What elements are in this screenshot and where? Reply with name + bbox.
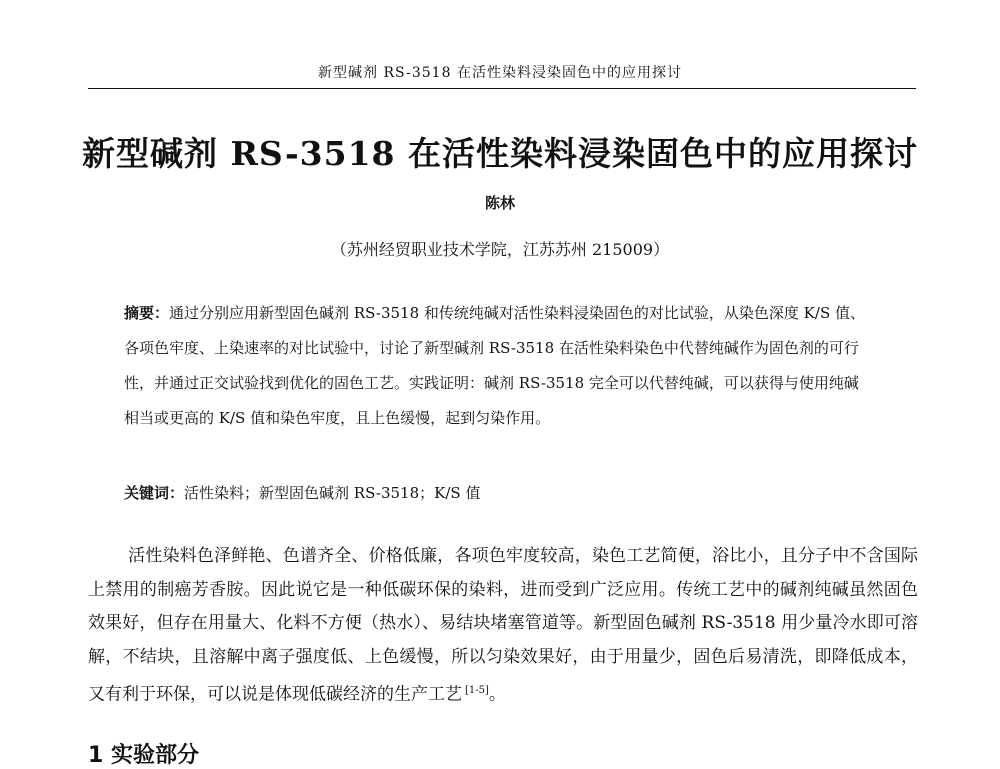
abstract [124, 296, 872, 436]
keywords-text: 活性染料；新型固色碱剂 RS-3518；K/S 值 [184, 484, 481, 502]
author-affiliation: （苏州经贸职业技术学院，江苏苏州 215009） [330, 240, 670, 259]
abstract-text: 通过分别应用新型固色碱剂 RS-3518 和传统纯碱对活性染料浸染固色的对比试验，从染色深度 K/S 值、各项色牢度、上染速率的对比试验中，讨论了新型碱剂 RS-3518 在活性染料染色中代替纯碱作为固色剂的可行性，并通过正交试验找到优化的固色工艺。实践证明：碱剂 RS-3518 完全可以代替纯碱，可以获得与使用纯碱相当或更高的 K/S 值和染色牢度，且上色缓慢，起到匀染作用。 [124, 304, 865, 427]
header-rule [88, 88, 916, 89]
end-punctuation: 。 [488, 684, 506, 705]
paper-title: 新型碱剂 RS-3518 在活性染料浸染固色中的应用探讨 [82, 134, 918, 173]
body-paragraph [88, 540, 918, 712]
keywords [124, 482, 872, 503]
section-heading: 1 实验部分 [88, 743, 199, 768]
citation-marker: [1-5] [465, 685, 489, 696]
author-name: 陈林 [484, 194, 515, 212]
keywords-label: 关键词： [124, 484, 185, 502]
abstract-label: 摘要： [124, 304, 170, 322]
running-header: 新型碱剂 RS-3518 在活性染料浸染固色中的应用探讨 [318, 65, 682, 81]
body-paragraph-text: 活性染料色泽鲜艳、色谱齐全、价格低廉，各项色牢度较高，染色工艺简便，浴比小，且分子中不含国际上禁用的制癌芳香胺。因此说它是一种低碳环保的染料，进而受到广泛应用。传统工艺中的碱剂纯碱虽然固色效果好，但存在用量大、化料不方便（热水）、易结块堵塞管道等。新型固色碱剂 RS-3518 用少量冷水即可溶解，不结块，且溶解中离子强度低、上色缓慢，所以匀染效果好，由于用量少，固色后易清洗，即降低成本，又有利于环保，可以说是体现低碳经济的生产工艺 [88, 546, 918, 705]
